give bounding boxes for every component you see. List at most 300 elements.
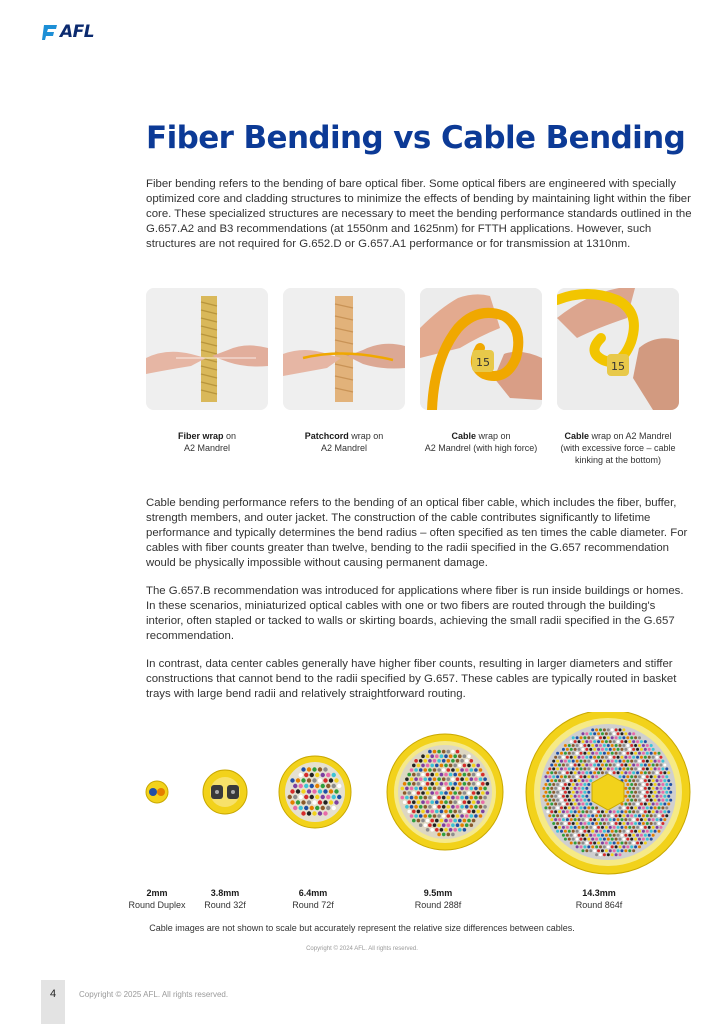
fiber-dot <box>591 830 594 833</box>
fiber-dot <box>562 795 565 798</box>
fiber-dot <box>447 777 451 781</box>
fiber-dot <box>570 756 573 759</box>
fiber-dot <box>453 754 457 758</box>
fiber-dot <box>636 842 639 845</box>
fiber-dot <box>576 806 579 809</box>
fiber-dot <box>632 764 635 767</box>
fiber-dot <box>619 814 622 817</box>
fiber-dot <box>636 740 639 743</box>
fiber-dot <box>556 767 559 770</box>
fiber-dot <box>591 775 594 778</box>
fiber-dot <box>624 748 627 751</box>
fiber-dot <box>301 811 305 815</box>
fiber-dot <box>646 838 649 841</box>
fiber-dot <box>574 803 577 806</box>
cable-3-8mm <box>203 770 247 814</box>
fiber-dot <box>617 849 620 852</box>
cable-caption: 3.8mm Round 32f <box>204 888 246 910</box>
fiber-dot <box>599 845 602 848</box>
fiber-dot <box>642 791 645 794</box>
fiber-dot <box>624 803 627 806</box>
fiber-dot <box>615 822 618 825</box>
fiber-dot <box>632 849 635 852</box>
fiber-dot <box>642 744 645 747</box>
fiber-dot <box>405 787 409 791</box>
fiber-dot <box>601 834 604 837</box>
fiber-dot <box>329 778 333 782</box>
fiber-dot <box>619 853 622 856</box>
fiber-dot <box>564 806 567 809</box>
fiber-dot <box>628 834 631 837</box>
fiber-dot <box>580 806 583 809</box>
fiber-dot <box>550 810 553 813</box>
fiber-dot <box>628 748 631 751</box>
fiber-dot <box>451 768 455 772</box>
fiber-dot <box>597 732 600 735</box>
fiber-dot <box>605 842 608 845</box>
fiber-dot <box>556 760 559 763</box>
fiber-dot <box>570 779 573 782</box>
fiber-dot <box>632 756 635 759</box>
fiber-dot <box>630 760 633 763</box>
fiber-dot <box>656 795 659 798</box>
fiber-dot <box>449 782 453 786</box>
fiber-dot <box>465 759 469 763</box>
fiber-dot <box>437 777 441 781</box>
fiber-dot <box>576 775 579 778</box>
fiber-dot <box>564 760 567 763</box>
fiber-dot <box>632 779 635 782</box>
fiber-dot <box>603 830 606 833</box>
fiber-dot <box>665 806 668 809</box>
fiber-dot <box>620 732 623 735</box>
fiber-dot <box>560 814 563 817</box>
fiber-dot <box>476 782 480 786</box>
fiber-dot <box>572 775 575 778</box>
fiber-dot <box>589 834 592 837</box>
fiber-dot <box>437 796 441 800</box>
fiber-dot <box>453 819 457 823</box>
fiber-dot <box>620 764 623 767</box>
fiber-dot <box>583 791 586 794</box>
cable-caption: 6.4mm Round 72f <box>292 888 334 910</box>
fiber-dot <box>599 760 602 763</box>
fiber-dot <box>315 773 319 777</box>
fiber-dot <box>312 778 316 782</box>
fiber-dot <box>467 800 471 804</box>
fiber-dot <box>572 822 575 825</box>
fiber-dot <box>656 826 659 829</box>
fiber-dot <box>599 822 602 825</box>
fiber-dot <box>646 744 649 747</box>
fiber-dot <box>564 783 567 786</box>
fiber-dot <box>430 791 434 795</box>
fiber-dot <box>661 775 664 778</box>
fiber-dot <box>430 754 434 758</box>
fiber-dot <box>628 810 631 813</box>
fiber-dot <box>589 803 592 806</box>
fiber-dot <box>642 830 645 833</box>
fiber-dot <box>442 796 446 800</box>
fiber-dot <box>589 771 592 774</box>
fiber-dot <box>552 760 555 763</box>
fiber-dot <box>307 778 311 782</box>
fiber-dot <box>650 744 653 747</box>
fiber-dot <box>630 830 633 833</box>
fiber-dot <box>444 773 448 777</box>
fiber-dot <box>440 819 444 823</box>
image-copyright: Copyright © 2024 AFL. All rights reserved. <box>306 946 418 952</box>
fiber-dot <box>456 796 460 800</box>
fiber-dot <box>613 834 616 837</box>
fiber-dot <box>583 767 586 770</box>
fiber-dot <box>648 795 651 798</box>
fiber-dot <box>574 740 577 743</box>
fiber-dot <box>626 783 629 786</box>
fiber-dot <box>580 838 583 841</box>
fiber-dot <box>453 800 457 804</box>
fiber-dot <box>634 760 637 763</box>
fiber-dot <box>572 814 575 817</box>
fiber-dot <box>617 810 620 813</box>
fiber-dot <box>593 748 596 751</box>
fiber-dot <box>474 768 478 772</box>
fiber-dot <box>581 740 584 743</box>
fiber-dot <box>463 828 467 832</box>
fiber-dot <box>574 842 577 845</box>
fiber-dot <box>634 775 637 778</box>
fiber-dot <box>430 828 434 832</box>
fiber-dot <box>667 803 670 806</box>
fiber-dot <box>654 822 657 825</box>
fiber-dot <box>644 740 647 743</box>
fiber-dot <box>578 787 581 790</box>
fiber-dot <box>654 814 657 817</box>
fiber-dot <box>634 799 637 802</box>
fiber-dot <box>299 795 303 799</box>
fiber-dot <box>661 791 664 794</box>
fiber-dot <box>597 764 600 767</box>
fiber-dot <box>603 760 606 763</box>
fiber-dot <box>661 783 664 786</box>
fiber-dot <box>665 814 668 817</box>
fiber-dot <box>578 771 581 774</box>
fiber-dot <box>644 756 647 759</box>
fiber-dot <box>583 736 586 739</box>
fiber-dot <box>458 828 462 832</box>
fiber-dot <box>622 767 625 770</box>
fiber-dot <box>430 810 434 814</box>
fiber-dot <box>601 764 604 767</box>
fiber-dot <box>658 822 661 825</box>
fiber-dot <box>636 764 639 767</box>
fiber-dot <box>447 833 451 837</box>
fiber-dot <box>562 771 565 774</box>
fiber-dot <box>613 756 616 759</box>
fiber-dot <box>663 795 666 798</box>
fiber-dot <box>407 782 411 786</box>
fiber-dot <box>412 782 416 786</box>
fiber-dot <box>550 795 553 798</box>
fiber-dot <box>615 853 618 856</box>
fiber-dot <box>548 791 551 794</box>
fiber-dot <box>615 752 618 755</box>
fiber-dot <box>546 810 549 813</box>
fiber-dot <box>562 787 565 790</box>
fiber-dot <box>626 814 629 817</box>
fiber-dot <box>568 783 571 786</box>
fiber-dot <box>632 795 635 798</box>
fiber-dot <box>620 849 623 852</box>
fiber-dot <box>663 818 666 821</box>
fiber-dot <box>572 799 575 802</box>
fiber-dot <box>581 779 584 782</box>
fiber-dot <box>470 787 474 791</box>
fiber-dot <box>456 823 460 827</box>
fiber-dot <box>665 799 668 802</box>
fiber-dot <box>323 789 327 793</box>
fiber-dot <box>648 771 651 774</box>
fiber-dot <box>609 810 612 813</box>
fiber-dot <box>620 748 623 751</box>
fiber-dot <box>658 799 661 802</box>
fiber-dot <box>554 818 557 821</box>
fiber-dot <box>632 748 635 751</box>
fiber-dot <box>424 777 428 781</box>
fiber-dot <box>412 800 416 804</box>
fiber-dot <box>442 787 446 791</box>
fiber-dot <box>622 822 625 825</box>
fiber-dot <box>640 764 643 767</box>
fiber-dot <box>609 740 612 743</box>
fiber-dot <box>646 806 649 809</box>
fiber-dot <box>585 740 588 743</box>
fiber-dot <box>403 791 407 795</box>
fiber-dot <box>304 795 308 799</box>
fiber-dot <box>315 784 319 788</box>
fiber-dot <box>630 845 633 848</box>
fiber-dot <box>603 822 606 825</box>
fiber-dot <box>638 775 641 778</box>
fiber-dot <box>421 791 425 795</box>
fiber-dot <box>570 795 573 798</box>
fiber-dot <box>654 752 657 755</box>
cable-caption: 14.3mm Round 864f <box>575 888 623 910</box>
fiber-dot <box>638 783 641 786</box>
fiber-dot <box>587 752 590 755</box>
fiber-dot <box>412 810 416 814</box>
fiber-dot <box>617 756 620 759</box>
fiber-dot <box>667 771 670 774</box>
fiber-dot <box>405 777 409 781</box>
fiber-dot <box>299 806 303 810</box>
fiber-dot <box>421 800 425 804</box>
fiber-dot <box>601 748 604 751</box>
fiber-dot <box>632 834 635 837</box>
fiber-dot <box>428 823 432 827</box>
fiber-dot <box>460 777 464 781</box>
fiber-dot <box>458 800 462 804</box>
fiber-dot <box>650 775 653 778</box>
fiber-dot <box>656 779 659 782</box>
fiber-dot <box>585 818 588 821</box>
fiber-dot <box>599 736 602 739</box>
fiber-dot <box>609 748 612 751</box>
fiber-dot <box>470 768 474 772</box>
fiber-dot <box>312 789 316 793</box>
fiber-dot <box>613 748 616 751</box>
fiber-dot <box>326 795 330 799</box>
fiber-dot <box>426 800 430 804</box>
fiber-dot <box>460 759 464 763</box>
fiber-dot <box>560 830 563 833</box>
fiber-dot <box>428 805 432 809</box>
fiber-dot <box>417 782 421 786</box>
fiber-dot <box>564 775 567 778</box>
fiber-dot <box>603 736 606 739</box>
fiber-dot <box>414 805 418 809</box>
fiber-dot <box>620 842 623 845</box>
fiber-dot <box>419 759 423 763</box>
fiber-dot <box>632 810 635 813</box>
fiber-dot <box>463 754 467 758</box>
fiber-dot <box>593 826 596 829</box>
fiber-dot <box>636 771 639 774</box>
fiber-dot <box>628 740 631 743</box>
fiber-dot <box>572 760 575 763</box>
fiber-dot <box>548 775 551 778</box>
fiber-dot <box>332 795 336 799</box>
fiber-dot <box>447 768 451 772</box>
fiber-dot <box>654 760 657 763</box>
fiber-dot <box>323 800 327 804</box>
fiber-dot <box>620 771 623 774</box>
fiber-dot <box>566 756 569 759</box>
fiber-dot <box>636 826 639 829</box>
fiber-dot <box>560 791 563 794</box>
fiber-dot <box>599 814 602 817</box>
fiber-dot <box>589 740 592 743</box>
fiber-dot <box>560 775 563 778</box>
fiber-dot <box>453 782 457 786</box>
fiber-dot <box>574 826 577 829</box>
fiber-dot <box>599 853 602 856</box>
fiber-dot <box>603 728 606 731</box>
fiber-dot <box>574 787 577 790</box>
fiber-dot <box>617 818 620 821</box>
fiber-dot <box>290 778 294 782</box>
fiber-dot <box>558 803 561 806</box>
fiber-dot <box>554 779 557 782</box>
fiber-dot <box>578 779 581 782</box>
fiber-dot <box>288 795 292 799</box>
fiber-dot <box>581 842 584 845</box>
fiber-dot <box>648 818 651 821</box>
fiber-dot <box>611 736 614 739</box>
fiber-dot <box>585 771 588 774</box>
fiber-dot <box>424 814 428 818</box>
fiber-dot <box>440 810 444 814</box>
fiber-dot <box>318 800 322 804</box>
fiber-dot <box>652 779 655 782</box>
fiber-dot <box>624 732 627 735</box>
fiber-dot <box>572 752 575 755</box>
fiber-wrap-photo <box>146 288 268 410</box>
fiber-dot <box>481 773 485 777</box>
fiber-dot <box>568 830 571 833</box>
fiber-dot <box>632 732 635 735</box>
fiber-dot <box>640 779 643 782</box>
fiber-dot <box>619 736 622 739</box>
fiber-dot <box>463 764 467 768</box>
fiber-dot <box>433 796 437 800</box>
fiber-dot <box>433 768 437 772</box>
fiber-dot <box>451 777 455 781</box>
fiber-dot <box>442 805 446 809</box>
fiber-dot <box>646 775 649 778</box>
fiber-dot <box>566 810 569 813</box>
fiber-dot <box>424 759 428 763</box>
fiber-dot <box>401 796 405 800</box>
fiber-dot <box>659 787 662 790</box>
fiber-dot <box>644 803 647 806</box>
fiber-dot <box>463 819 467 823</box>
fiber-dot <box>587 783 590 786</box>
fiber-dot <box>568 752 571 755</box>
fiber-dot <box>648 748 651 751</box>
fiber-dot <box>564 814 567 817</box>
fiber-dot <box>636 787 639 790</box>
fiber-dot <box>650 822 653 825</box>
cable-6-4mm <box>279 756 351 828</box>
fiber-dot <box>638 744 641 747</box>
fiber-dot <box>472 764 476 768</box>
fiber-dot <box>323 811 327 815</box>
fiber-dot <box>659 795 662 798</box>
fiber-dot <box>628 803 631 806</box>
fiber-dot <box>315 806 319 810</box>
fiber-dot <box>613 810 616 813</box>
fiber-dot <box>650 791 653 794</box>
fiber-dot <box>442 823 446 827</box>
fiber-dot <box>650 806 653 809</box>
fiber-dot <box>552 775 555 778</box>
fiber-dot <box>574 748 577 751</box>
fiber-dot <box>548 799 551 802</box>
fiber-dot <box>456 814 460 818</box>
fiber-dot <box>638 822 641 825</box>
fiber-dot <box>650 767 653 770</box>
fiber-dot <box>659 771 662 774</box>
fiber-dot <box>424 805 428 809</box>
fiber-dot <box>414 814 418 818</box>
fiber-dot <box>562 810 565 813</box>
fiber-dot <box>667 779 670 782</box>
fiber-dot <box>576 783 579 786</box>
fiber-dot <box>624 795 627 798</box>
fiber-dot <box>407 810 411 814</box>
fiber-dot <box>613 842 616 845</box>
fiber-dot <box>572 838 575 841</box>
fiber-dot <box>628 756 631 759</box>
fiber-dot <box>440 828 444 832</box>
fiber-dot <box>583 752 586 755</box>
fiber-dot <box>640 810 643 813</box>
fiber-dot <box>426 754 430 758</box>
fiber-dot <box>470 814 474 818</box>
fiber-dot <box>611 845 614 848</box>
fiber-dot <box>620 818 623 821</box>
